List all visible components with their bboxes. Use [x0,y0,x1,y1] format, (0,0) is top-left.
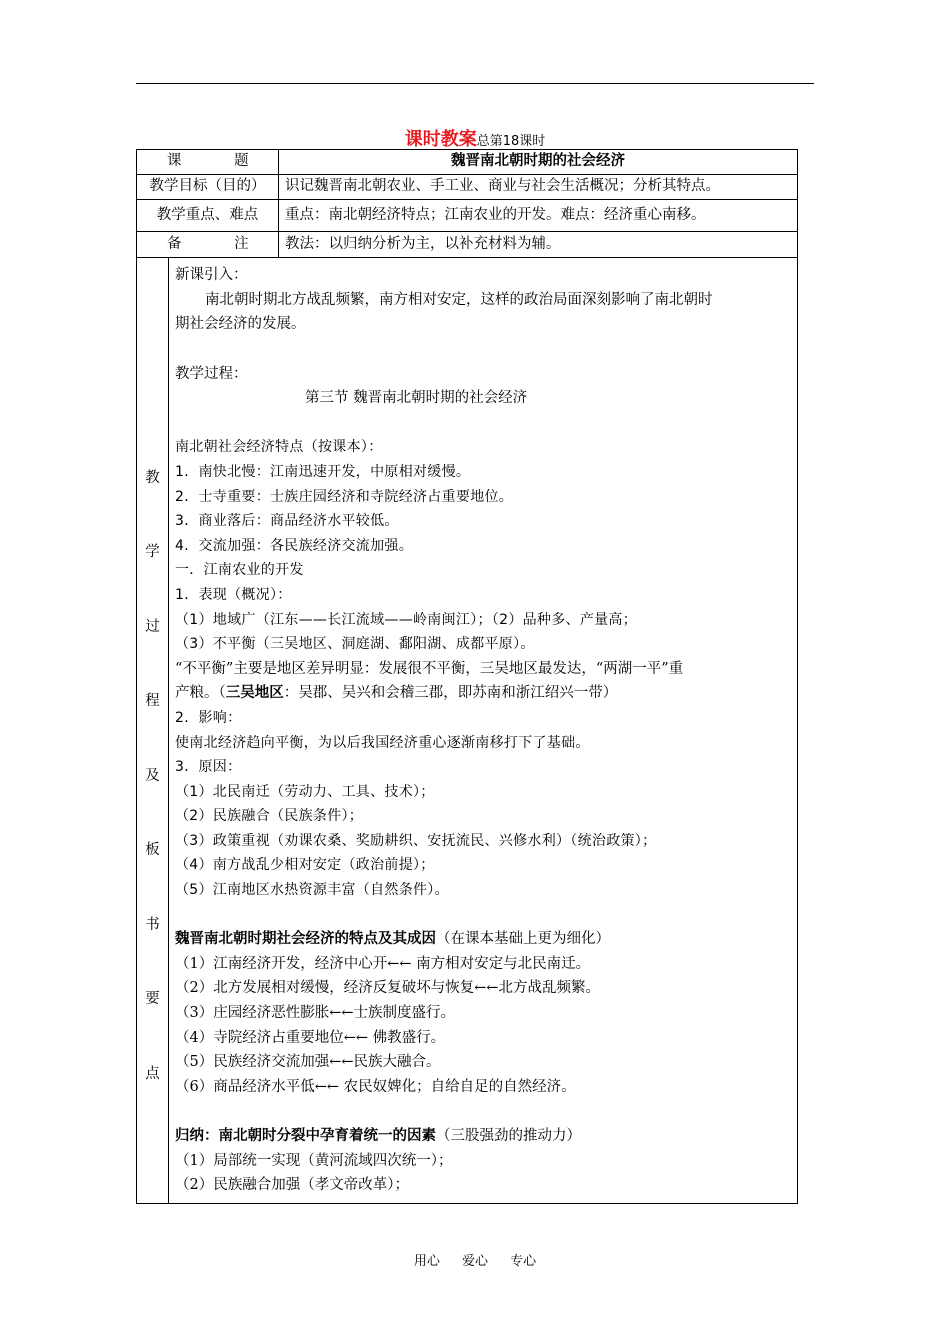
list-item: （3）庄园经济恶性膨胀←←士族制度盛行。 [175,1005,456,1022]
list-item: 4．交流加强：各民族经济交流加强。 [175,537,414,554]
list-item: 使南北经济趋向平衡，为以后我国经济重心逐渐南移打下了基础。 [175,734,590,751]
teaching-content [169,258,798,1204]
side-char: 及 [145,767,160,784]
subsection-heading: 2．影响： [175,709,242,726]
side-char: 教 [145,469,160,486]
list-item: （2）民族融合（民族条件）； [175,808,364,825]
row-key-points [137,200,798,232]
lesson-plan-table [136,149,798,1204]
label-notes: 备 注 [137,232,279,258]
title-main: 课时教案 [404,129,477,150]
row-notes [137,232,798,258]
intro-text: 南北朝时期北方战乱频繁，南方相对安定，这样的政治局面深刻影响了南北朝时 [205,291,713,308]
header-rule [136,83,814,84]
section-heading: 一．江南农业的开发 [175,562,304,579]
value-topic: 魏晋南北朝时期的社会经济 [279,150,798,175]
list-item: （2）民族融合加强（孝文帝改革）； [175,1177,409,1194]
label-key-points: 教学重点、难点 [137,200,279,232]
intro-text: 期社会经济的发展。 [175,316,306,333]
side-char: 程 [145,693,160,710]
title-sub: 总第18课时 [476,134,546,149]
side-char: 板 [145,842,160,859]
side-char: 书 [145,916,160,933]
list-item: （3）政策重视（劝课农桑、奖励耕织、安抚流民、兴修水利）（统治政策）； [175,832,657,849]
page-footer: 用心 爱心 专心 [413,1254,537,1269]
row-teaching-process [137,258,798,1204]
document-title [0,125,950,151]
list-item: 1．南快北慢：江南迅速开发，中原相对缓慢。 [175,463,471,480]
list-item: （1）江南经济开发，经济中心开←← 南方相对安定与北民南迁。 [175,955,591,972]
subsection-heading: 1．表现（概况）： [175,586,292,603]
list-item: （1）地域广（江东——长江流域——岭南闽江）；（2）品种多、产量高； [175,611,638,628]
list-item: （2）北方发展相对缓慢，经济反复破坏与恢复←←北方战乱频繁。 [175,980,601,997]
subsection-heading: 3．原因： [175,759,242,776]
value-notes: 教法：以归纳分析为主，以补充材料为辅。 [279,232,798,258]
side-label-column [137,258,169,1204]
value-objective: 识记魏晋南北朝农业、手工业、商业与社会生活概况；分析其特点。 [279,175,798,200]
causes-title: 魏晋南北朝时期社会经济的特点及其成因（在课本基础上更为细化） [175,930,610,948]
intro-label: 新课引入： [175,267,248,284]
side-char: 点 [145,1065,160,1082]
side-char: 过 [145,618,160,635]
row-topic [137,150,798,175]
process-label: 教学过程： [175,365,248,382]
row-objective [137,175,798,200]
list-item: （5）江南地区水热资源丰富（自然条件）。 [175,882,449,899]
list-item: （3）不平衡（三吴地区、洞庭湖、鄱阳湖、成都平原）。 [175,636,535,653]
list-item: （1）北民南迁（劳动力、工具、技术）； [175,783,435,800]
value-key-points: 重点：南北朝经济特点；江南农业的开发。难点：经济重心南移。 [279,200,798,232]
list-item: （4）寺院经济占重要地位←← 佛教盛行。 [175,1029,446,1046]
label-topic: 课 题 [137,150,279,175]
section-title: 第三节 魏晋南北朝时期的社会经济 [305,390,528,407]
note-text: “不平衡”主要是地区差异明显：发展很不平衡，三吴地区最发达，“两湖一平”重 [175,660,684,677]
side-char: 学 [145,544,160,561]
summary-title: 归纳：南北朝时分裂中孕育着统一的因素（三股强劲的推动力） [175,1127,581,1144]
list-item: （6）商品经济水平低←← 农民奴婢化；自给自足的自然经济。 [175,1078,576,1095]
list-item: （5）民族经济交流加强←←民族大融合。 [175,1054,441,1071]
list-item: 3．商业落后：商品经济水平较低。 [175,513,399,530]
list-item: （1）局部统一实现（黄河流域四次统一）； [175,1152,453,1169]
list-item: （4）南方战乱少相对安定（政治前提）； [175,857,435,874]
label-objective: 教学目标（目的） [137,175,279,200]
note-text: 产粮。（三吴地区：吴郡、吴兴和会稽三郡，即苏南和浙江绍兴一带） [175,684,618,702]
side-char: 要 [145,991,160,1008]
note-bold-term: 三吴地区 [225,684,284,702]
list-item: 2．士寺重要：士族庄园经济和寺院经济占重要地位。 [175,488,514,505]
features-title: 南北朝社会经济特点（按课本）： [175,439,383,456]
